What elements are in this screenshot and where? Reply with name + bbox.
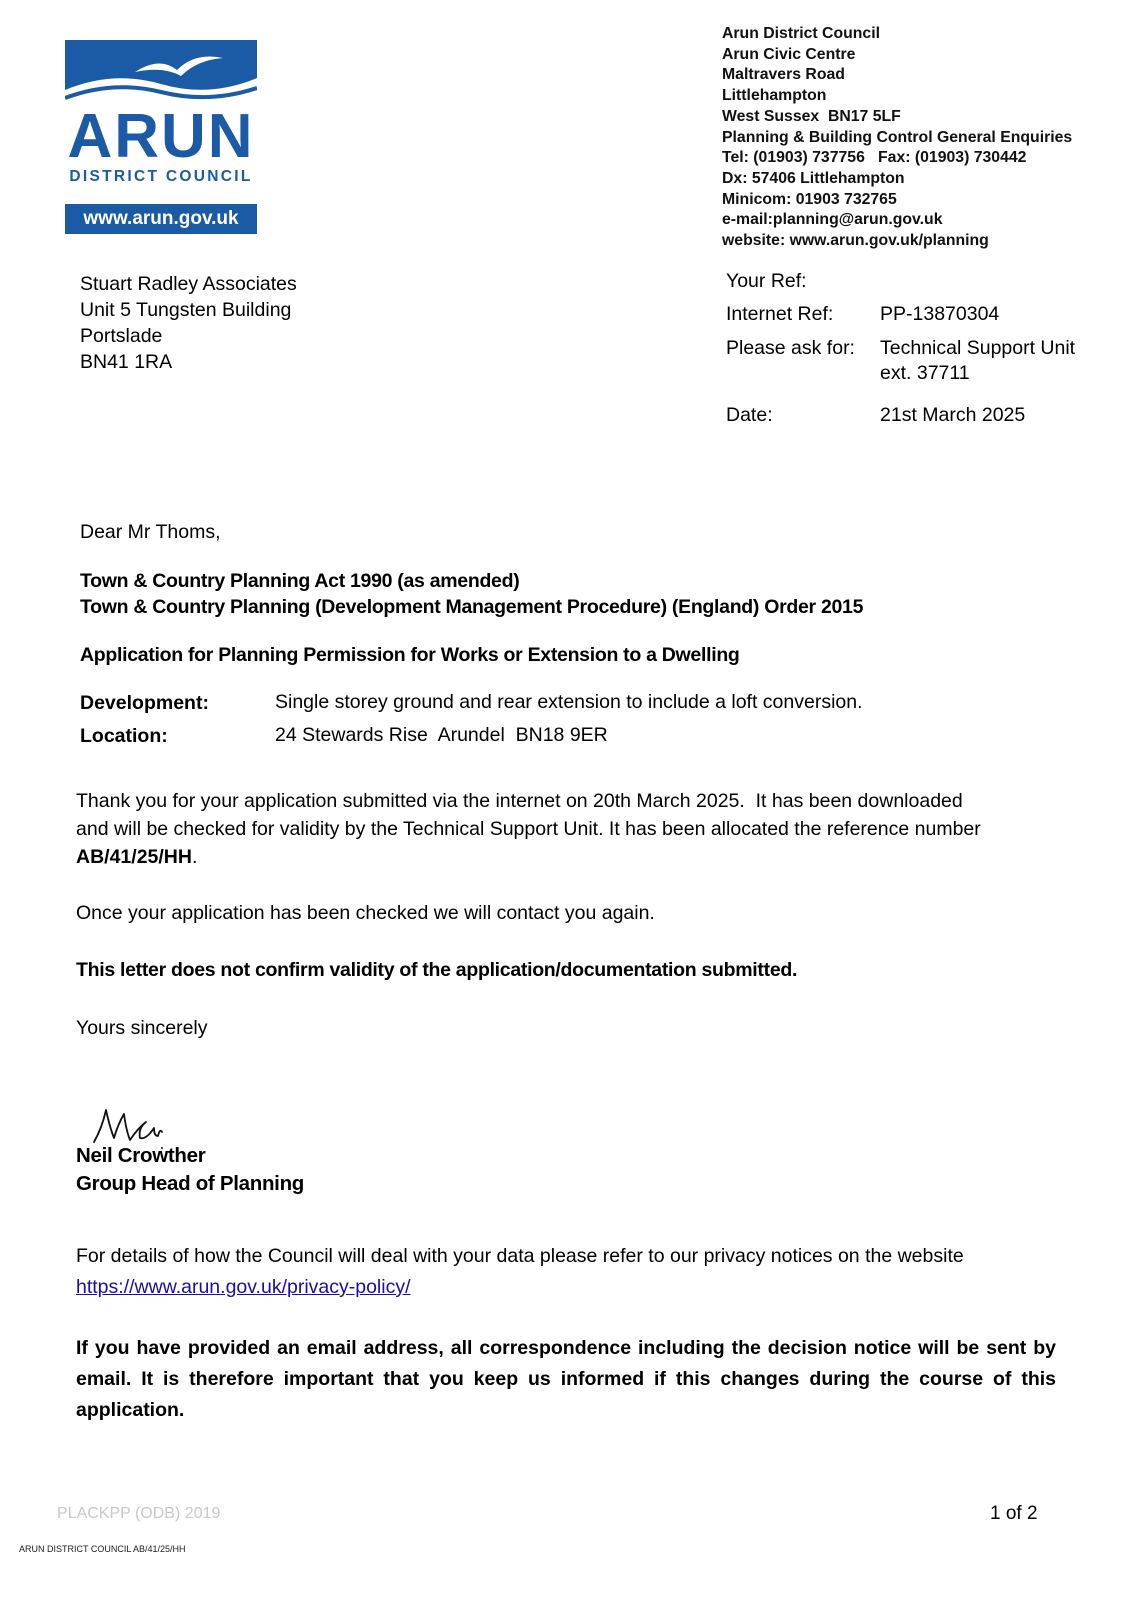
para2: Once your application has been checked we will contact you again. [76, 902, 655, 924]
date-label: Date: [726, 404, 773, 426]
council-address-line: Dx: 57406 Littlehampton [722, 169, 905, 187]
logo-wordmark: ARUN [67, 102, 255, 171]
privacy-text: For details of how the Council will deal with your data please refer to our privacy notices on the website [76, 1245, 964, 1267]
signatory-name: Neil Crowther [76, 1144, 206, 1167]
form-code: PLACKPP (ODB) 2019 [57, 1505, 221, 1522]
logo-website: www.arun.gov.uk [65, 204, 257, 234]
application-reference: AB/41/25/HH [76, 846, 192, 868]
logo-banner [65, 40, 257, 102]
council-address-line: Maltravers Road [722, 66, 845, 84]
development-value: Single storey ground and rear extension to include a loft conversion. [275, 691, 863, 713]
act-title: Town & Country Planning (Development Management Procedure) (England) Order 2015 [80, 596, 864, 618]
ask-for-ext: ext. 37711 [880, 362, 970, 384]
email-notice-line: application. [76, 1399, 185, 1421]
salutation: Dear Mr Thoms, [80, 521, 221, 543]
council-address-line: e-mail:planning@arun.gov.uk [722, 211, 943, 229]
council-address-line: West Sussex BN17 5LF [722, 107, 901, 125]
email-notice-line: email. It is therefore important that you keep us informed if this changes during the course of this [76, 1368, 1056, 1390]
para1-line2: and will be checked for validity by the Technical Support Unit. It has been allocated the reference number [76, 818, 981, 840]
recipient-line: Stuart Radley Associates [80, 273, 297, 295]
validity-notice: This letter does not confirm validity of the application/documentation submitted. [76, 959, 798, 981]
para1-line3 [76, 846, 197, 869]
page-number: 1 of 2 [990, 1503, 1038, 1524]
council-address-line: Littlehampton [722, 87, 827, 105]
recipient-line: Unit 5 Tungsten Building [80, 299, 292, 321]
privacy-policy-link[interactable]: https://www.arun.gov.uk/privacy-policy/ [76, 1276, 411, 1298]
council-address-line: website: www.arun.gov.uk/planning [722, 232, 989, 250]
council-address [722, 24, 1072, 252]
recipient-address [80, 271, 297, 375]
bird-waves-icon [65, 40, 257, 102]
signatory-title: Group Head of Planning [76, 1172, 305, 1195]
para1-end: . [191, 846, 198, 868]
date-value: 21st March 2025 [880, 404, 1026, 426]
recipient-line: Portslade [80, 325, 163, 347]
footer-ref: ARUN DISTRICT COUNCIL AB/41/25/HH [19, 1544, 186, 1554]
council-logo [65, 40, 257, 236]
para1-line1: Thank you for your application submitted via the internet on 20th March 2025. It has been downloaded [76, 790, 963, 812]
your-ref-label: Your Ref: [726, 270, 807, 292]
ask-for-label: Please ask for: [726, 337, 855, 359]
internet-ref-label: Internet Ref: [726, 303, 834, 325]
act-title: Town & Country Planning Act 1990 (as amended) [80, 570, 520, 592]
council-address-line: Tel: (01903) 737756 Fax: (01903) 730442 [722, 149, 1027, 167]
council-address-line: Arun District Council [722, 25, 880, 42]
development-label: Development: [80, 692, 209, 714]
location-value: 24 Stewards Rise Arundel BN18 9ER [275, 724, 608, 746]
email-notice-line: If you have provided an email address, all correspondence including the decision notice will be sent by [76, 1337, 1056, 1359]
council-address-line: Planning & Building Control General Enquiries [722, 128, 1073, 146]
council-address-line: Arun Civic Centre [722, 45, 856, 63]
internet-ref-value: PP-13870304 [880, 303, 1000, 325]
location-label: Location: [80, 725, 168, 747]
logo-subtitle: DISTRICT COUNCIL [69, 168, 253, 185]
application-title: Application for Planning Permission for Works or Extension to a Dwelling [80, 644, 740, 666]
recipient-line: BN41 1RA [80, 351, 173, 373]
ask-for-value: Technical Support Unit [880, 337, 1076, 359]
closing: Yours sincerely [76, 1017, 208, 1039]
council-address-line: Minicom: 01903 732765 [722, 190, 897, 208]
